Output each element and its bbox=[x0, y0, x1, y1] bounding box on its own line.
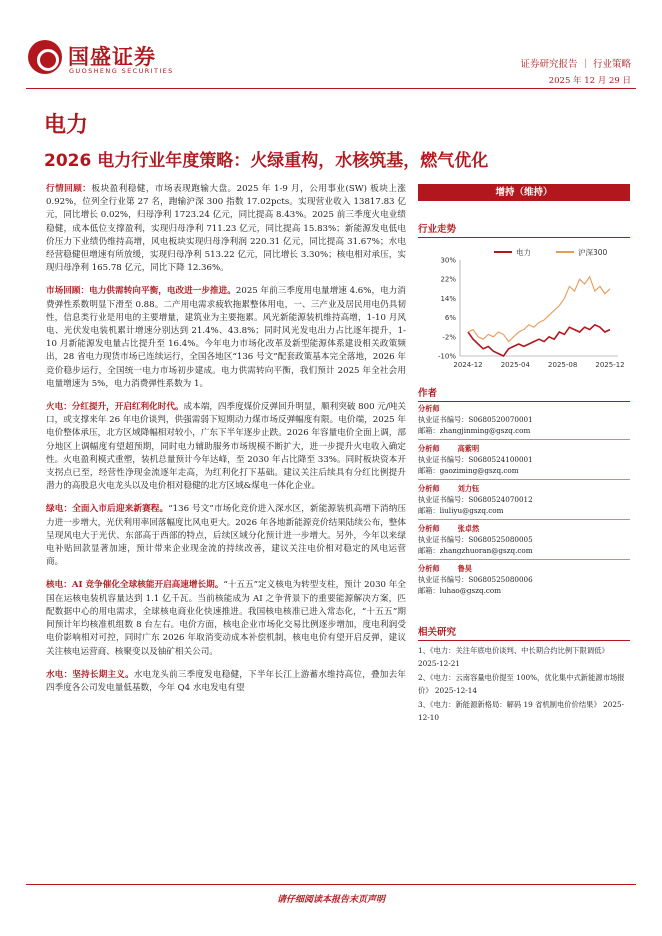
related-list bbox=[418, 644, 630, 725]
y-tick-label: -10% bbox=[437, 352, 456, 361]
paragraph-lead: 市场回顾： bbox=[46, 286, 90, 297]
related-item[interactable]: 1、《电力：关注年底电价谈判、中长期合约比例下限调低》 2025-12-21 bbox=[418, 646, 609, 668]
series-line-power bbox=[468, 325, 610, 356]
y-tick-label: 30% bbox=[440, 256, 456, 265]
chart-svg bbox=[418, 240, 630, 380]
paragraph-highlight: 坚持长期主义。 bbox=[72, 669, 134, 680]
paragraph-lead: 火电： bbox=[46, 402, 72, 413]
author-role: 分析师 bbox=[418, 524, 440, 533]
author-role: 分析师 bbox=[418, 484, 440, 493]
x-tick-label: 2024-12 bbox=[453, 361, 483, 369]
paragraph-text: “十五五”定义核电为转型支柱，预计 2030 年全国在运核电装机容量达到 1.1 亿千瓦。当前核能成为 AI 之争背景下的重要能源解决方案，匹配数据中心的用电需求，全球核电商业化快速推进。我国核电核准已进入常态化，“十五五”期间预计年均核准机组数 8 台左右。电价方面，核电企业市场化交易比例逐步增加，度电利润受电价影响相对可控，同时广东 2026 年取消变动成本补偿机制，核电电价有望开启反弹，建议关注核电运营商、核聚变以及铀矿相关公司。 bbox=[46, 580, 406, 657]
paragraph-highlight: 全面入市后迎来新赛程。 bbox=[72, 504, 169, 515]
series-line-csi300 bbox=[468, 277, 610, 342]
paragraph-highlight: AI 竞争催化全球核能开启高速增长期。 bbox=[71, 580, 224, 591]
chart-section-title: 行业走势 bbox=[418, 221, 630, 238]
author-email[interactable]: 邮箱：gaoziming@gszq.com bbox=[418, 466, 519, 475]
related-section-title: 相关研究 bbox=[418, 624, 630, 641]
paragraph-thermal bbox=[46, 401, 406, 493]
author-name: 刘力钰 bbox=[457, 484, 480, 493]
paragraph-text: 水电龙头前三季度发电稳健，下半年长江上游蓄水维持高位，叠加去年四季度各公司发电量低基数，今年 Q4 水电发电有望 bbox=[46, 669, 406, 693]
industry-trend-chart bbox=[418, 240, 630, 380]
y-tick-label: -2% bbox=[442, 333, 456, 342]
author-cert: 执业证书编号：S0680524070012 bbox=[418, 495, 533, 504]
author-cert: 执业证书编号：S0680525080006 bbox=[418, 575, 533, 584]
paragraph-nuclear bbox=[46, 579, 406, 658]
author-entry bbox=[418, 443, 630, 476]
paragraph-lead: 水电： bbox=[46, 669, 73, 680]
author-cert: 执业证书编号：S0680525080005 bbox=[418, 535, 533, 544]
legend-label: 沪深300 bbox=[578, 248, 608, 257]
author-name: 高紫明 bbox=[457, 444, 480, 453]
authors-section-title: 作者 bbox=[418, 385, 630, 402]
author-email[interactable]: 邮箱：zhangjinming@gszq.com bbox=[418, 426, 531, 435]
author-name: 鲁昊 bbox=[457, 564, 472, 573]
paragraph-text: 2025 年前三季度用电量增速 4.6%，电力消费弹性系数明显下滑至 0.88。二产用电需求疲软拖累整体用电，一、三产业及居民用电仍具韧性，信息类行业是用电的主要增量，建筑业为主要拖累。风光新能源装机维持高增，1-10 月风电、光伏发电装机累计增速分别达到 21.4%、43.8%；同时风光发电出力占比逐年提升，1-10 月新能源发电量占比提升至 16.4%。今年电力市场化改革及新型能源体系建设相关政策频出，28 省电力现货市场已连续运行，全国各地区“136 号文”配套政策基本完全落地，2026 年竞价稳步运行，全国统一电力市场初步建成。电力供需转向平衡，我们预计 2025 年全社会用电量增速为 5%，电力消费弹性系数为 1。 bbox=[46, 286, 406, 389]
paragraph-text: “136 号文”市场化竞价进入深水区，新能源装机高增下消纳压力进一步增大，光伏利用率回落幅度比风电更大。2026 年各地新能源竞价结果陆续公布，整体呈现风电大于光伏、东部高于西部的特点，后续区域分化预计进一步增大。另外，今年以来绿电补贴回款显著加速，预计带来企业现金流的持续改善，建议关注电价相对稳定的风电运营商。 bbox=[46, 504, 406, 568]
paragraph-text: 成本端，四季度煤价反弹回升明显，顺利突破 800 元/吨关口，或支撑来年 26 年电价谈判，供强需弱下短期动力煤市场反弹幅度有限。电价端，2025 年电价整体承压，北方区域降幅相对较小，广东下半年逐步止跌。2026 年容量电价全面上调，部分地区上调幅度有望超预期，同时电力辅助服务市场规模不断扩大，进一步提升火电收入确定性。火电盈利模式重塑，装机总量预计今年达峰，至 2030 年占比降至 33%。同时板块资本开支拐点已至，经营性净现金流逐年走高，为红利化打下基础。建议关注后续具有分红比例提升潜力的高股息火电龙头以及电价相对稳健的北方区域&煤电一体化企业。 bbox=[46, 402, 406, 492]
x-tick-label: 2025-04 bbox=[500, 361, 530, 369]
author-email[interactable]: 邮箱：luhao@gszq.com bbox=[418, 586, 502, 595]
x-tick-label: 2025-08 bbox=[548, 361, 578, 369]
author-email[interactable]: 邮箱：zhangzhuoran@gszq.com bbox=[418, 546, 533, 555]
paragraph-lead: 行情回顾： bbox=[46, 184, 92, 194]
author-divider bbox=[418, 559, 630, 560]
paragraph-hydro bbox=[46, 669, 406, 695]
header-divider bbox=[26, 88, 636, 89]
related-item[interactable]: 2、《电力：云南容量电价提至 100%，优化集中式新能源市场报价》 2025-12-14 bbox=[418, 673, 625, 695]
logo-icon bbox=[28, 40, 62, 74]
y-tick-label: 6% bbox=[444, 314, 456, 323]
author-entry bbox=[418, 403, 630, 436]
report-date: 2025 年 12 月 29 日 bbox=[548, 76, 631, 86]
related-item[interactable]: 3、《电力：新能源新格局：解码 19 省机制电价价结果》 2025-12-10 bbox=[418, 700, 625, 722]
industry-label: 电力 bbox=[44, 113, 89, 138]
author-divider bbox=[418, 519, 630, 520]
author-cert: 执业证书编号：S0680520070001 bbox=[418, 415, 533, 424]
author-entry bbox=[418, 483, 630, 516]
author-divider bbox=[418, 439, 630, 440]
report-title: 2026 电力行业年度策略：火绿重构，水核筑基，燃气优化 bbox=[44, 151, 489, 171]
footer-disclaimer: 请仔细阅读本报告末页声明 bbox=[276, 895, 385, 905]
y-tick-label: 14% bbox=[440, 294, 456, 303]
logo-subtext: GUOSHENG SECURITIES bbox=[69, 67, 174, 75]
authors-list bbox=[418, 403, 630, 596]
report-type: 证券研究报告 ｜ 行业策略 bbox=[520, 59, 631, 70]
x-tick-label: 2025-12 bbox=[595, 361, 625, 369]
footer-divider bbox=[26, 884, 636, 885]
author-entry bbox=[418, 523, 630, 556]
author-entry bbox=[418, 563, 630, 596]
author-role: 分析师 bbox=[418, 404, 440, 413]
paragraph-text: 板块盈利稳健，市场表现跑输大盘。2025 年 1-9 月，公用事业(SW) 板块上涨 0.92%，位列全行业第 27 名，跑输沪深 300 指数 17.02pcts。实现营业收入 13817.83 亿元，同比增长 0.02%，归母净利 1723.24 亿元，同比提高 8.43%。2025 前三季度火电业绩稳健，成本低位支撑盈利，实现归母净利 711.23 亿元，同比提高 15.83%；新能源发电低电价压力下业绩仍维持高增，风电板块实现归母净利润 220.31 亿元，同比提高 31.67%；水电经营稳健但增速有所放缓，实现归母净利 513.22 亿元，同比增长 3.30%；核电相对承压，实现归母净利 165.78 亿元，同比下降 12.36%。 bbox=[46, 184, 406, 274]
paragraph-lead: 绿电： bbox=[46, 504, 73, 515]
author-role: 分析师 bbox=[418, 444, 440, 453]
paragraph-lead: 核电： bbox=[46, 580, 72, 591]
author-role: 分析师 bbox=[418, 564, 440, 573]
author-cert: 执业证书编号：S0680524100001 bbox=[418, 455, 533, 464]
logo-text: 国盛证券 bbox=[68, 45, 156, 69]
main-content bbox=[46, 183, 406, 705]
author-divider bbox=[418, 479, 630, 480]
paragraph-market bbox=[46, 285, 406, 391]
rating-badge: 增持（维持） bbox=[418, 184, 630, 201]
y-tick-label: 22% bbox=[440, 275, 456, 284]
author-email[interactable]: 邮箱：liuliyu@gszq.com bbox=[418, 506, 504, 515]
legend-label: 电力 bbox=[516, 248, 531, 257]
paragraph-market-review bbox=[46, 183, 406, 275]
paragraph-green bbox=[46, 503, 406, 569]
author-name: 张卓然 bbox=[457, 524, 480, 533]
paragraph-highlight: 分红提升，开启红利化时代。 bbox=[71, 402, 184, 413]
paragraph-highlight: 电力供需转向平衡，电改进一步推进。 bbox=[89, 286, 236, 297]
